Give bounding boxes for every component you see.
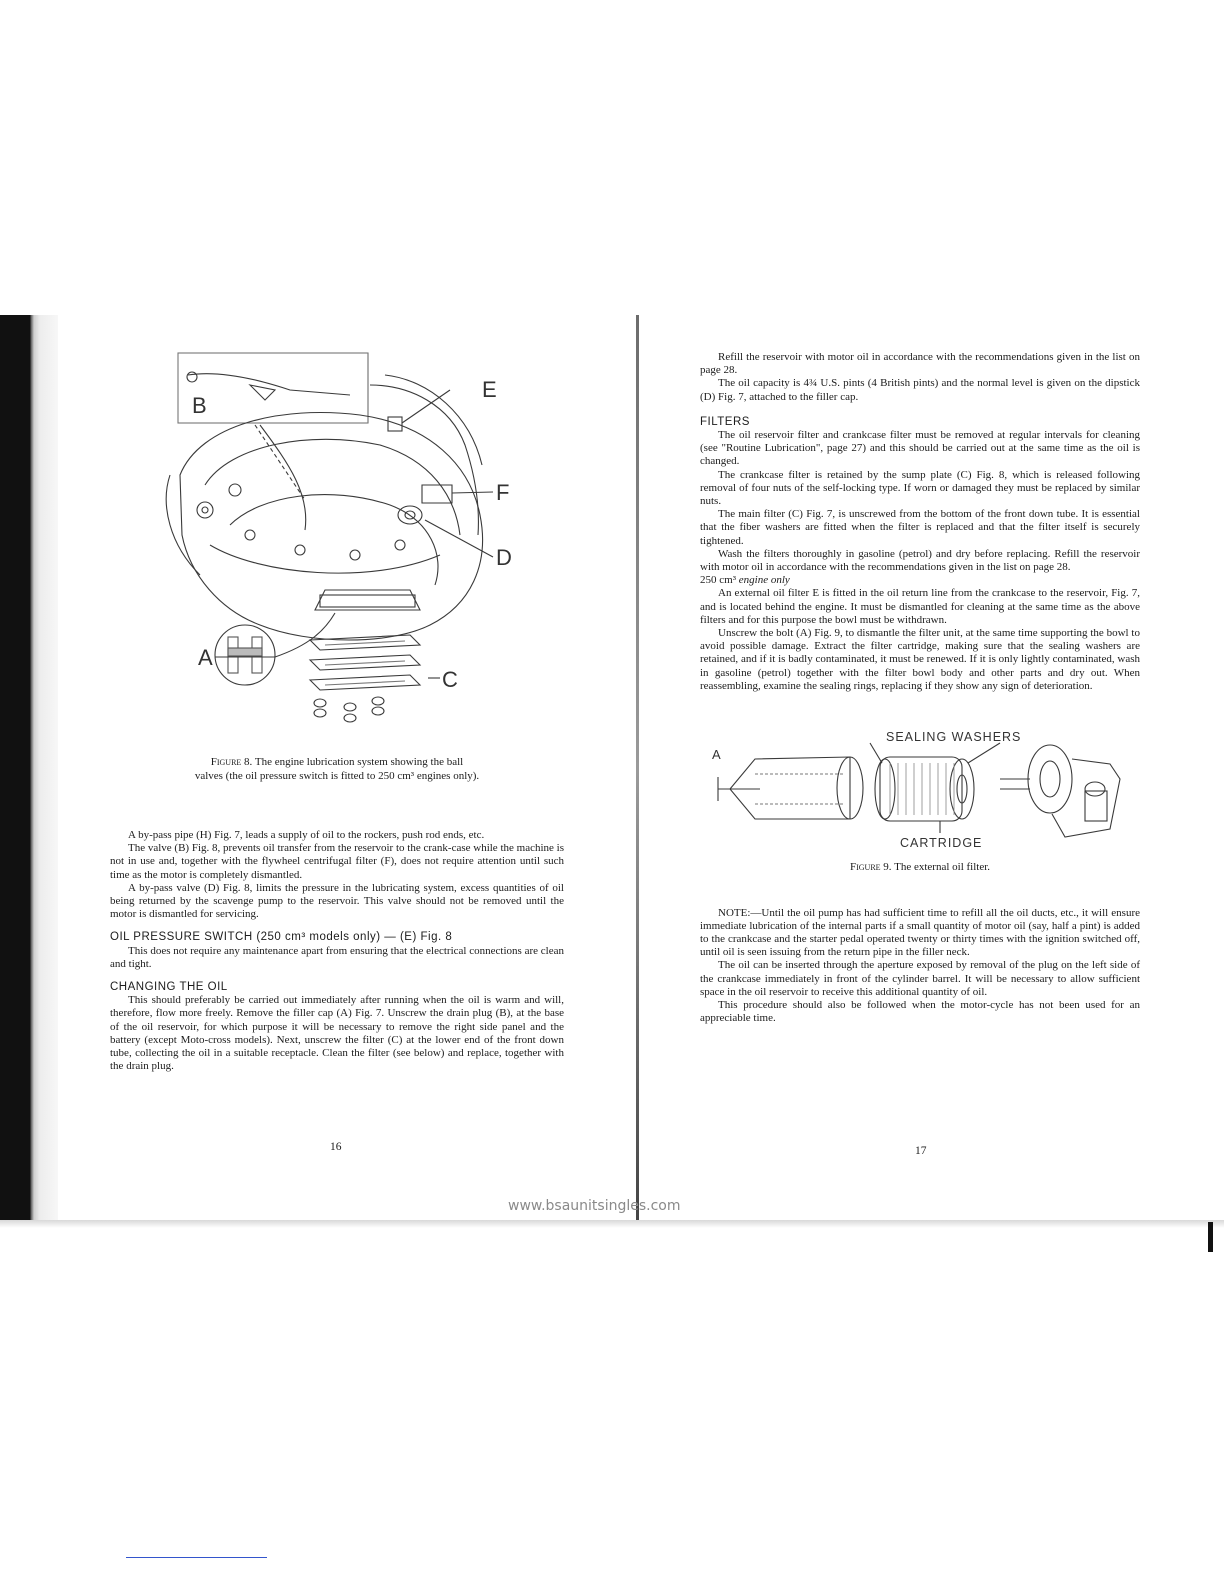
page-edge-shadow bbox=[0, 315, 58, 1223]
page-number-right: 17 bbox=[915, 1145, 927, 1157]
paragraph-external-filter-2: Unscrew the bolt (A) Fig. 9, to dismantle the filter unit, at the same time supporting the bowl to avoid possible damage. Extract the filter cartridge, making sure that the sealing washers are retained, and if it is badly contaminated, it must be renewed. If it is only lightly contaminated, wash in gasoline (petrol) together with the filter bowl body and other parts and dry out. When reassembling, examine the sealing rings, replacing if they show any sign of deterioration. bbox=[700, 627, 1140, 692]
paragraph-oil-capacity: The oil capacity is 4¾ U.S. pints (4 British pints) and the normal level is given on the dipstick (D) Fig. 7, attached to the filler cap. bbox=[700, 377, 1140, 403]
figure9-label-sealing-washers: SEALING WASHERS bbox=[886, 730, 1022, 745]
paragraph-filters-4: Wash the filters thoroughly in gasoline (petrol) and dry before replacing. Refill the reservoir with motor oil in accordance with the recommendations given in the list on page 28. bbox=[700, 547, 1140, 574]
left-page bbox=[110, 345, 564, 1073]
heading-filters: FILTERS bbox=[700, 415, 750, 428]
figure-9-caption-label: Figure 9. bbox=[849, 861, 892, 874]
paragraph-filters-3: The main filter (C) Fig. 7, is unscrewed from the bottom of the front down tube. It is essential that the fiber washers are fitted when the filter is replaced and that the filter itself is securely tightened. bbox=[700, 508, 1140, 547]
subheading-250-rest: engine only bbox=[738, 574, 790, 587]
figure-9-caption-text: The external oil filter. bbox=[894, 861, 991, 874]
figure-8-caption-line2: valves (the oil pressure switch is fitted to 250 cm³ engines only). bbox=[194, 769, 480, 782]
figure-8-engine-lubrication bbox=[110, 345, 564, 730]
figure-9-external-oil-filter bbox=[700, 719, 1140, 849]
bottom-link-underline bbox=[126, 1557, 267, 1558]
figure8-label-e: E bbox=[482, 377, 497, 402]
page-number-left: 16 bbox=[330, 1141, 342, 1153]
paragraph-filters-1: The oil reservoir filter and crankcase filter must be removed at regular intervals for cleaning (see "Routine Lubrication", page 27) and this should be carried out at the same time as the oil is changed. bbox=[700, 429, 1140, 468]
paragraph-note: NOTE:—Until the oil pump has had sufficient time to refill all the oil ducts, etc., it will ensure immediate lubrication of the internal parts if a small quantity of motor oil (say, half a pint) is added to the crankcase and the starter pedal operated twenty or thirty times with the ignition switched off, until oil is seen issuing from the return pipe in the filler neck. bbox=[700, 906, 1140, 959]
left-page-body bbox=[110, 829, 564, 1073]
paragraph-procedure: This procedure should also be followed when the motor-cycle has not been used for an appreciable time. bbox=[700, 999, 1140, 1025]
right-page bbox=[700, 351, 1140, 1025]
figure8-label-f: F bbox=[496, 480, 510, 505]
figure-9-caption bbox=[700, 861, 1140, 875]
bottom-shadow bbox=[0, 1220, 1224, 1228]
paragraph-oil-pressure-switch: This does not require any maintenance apart from ensuring that the electrical connections are clean and tight. bbox=[110, 944, 564, 970]
paragraph-aperture: The oil can be inserted through the aperture exposed by removal of the plug on the left side of the crankcase immediately in front of the cylinder barrel. It will be necessary to allow sufficient space in the oil reservoir to receive this additional quantity of oil. bbox=[700, 959, 1140, 998]
paragraph-bypass-pipe: A by-pass pipe (H) Fig. 7, leads a supply of oil to the rockers, push rod ends, etc. bbox=[128, 829, 485, 841]
paragraph-refill: Refill the reservoir with motor oil in accordance with the recommendations given in the list on page 28. bbox=[700, 351, 1140, 377]
figure-8-caption bbox=[110, 756, 564, 783]
paragraph-external-filter-1: An external oil filter E is fitted in the oil return line from the crankcase to the reservoir, Fig. 7, and is located behind the engine. It must be dismantled for cleaning at the same time as the above filters and for this purpose the bowl must be withdrawn. bbox=[700, 587, 1140, 626]
figure8-label-a: A bbox=[198, 645, 213, 670]
heading-oil-pressure-switch: OIL PRESSURE SWITCH (250 cm³ models only) — (E) Fig. 8 bbox=[110, 931, 453, 944]
footer-website-url[interactable]: www.bsaunitsingles.com bbox=[508, 1198, 681, 1214]
edge-mark bbox=[1208, 1222, 1213, 1252]
subheading-250-number: 250 cm³ bbox=[700, 574, 736, 587]
right-page-note bbox=[700, 907, 1140, 1026]
figure-8-caption-label: Figure 8. bbox=[210, 756, 253, 768]
paragraph-valve-b: The valve (B) Fig. 8, prevents oil transfer from the reservoir to the crank-case while the machine is not in use and, together with the flywheel centrifugal filter (F), does not require attention until such time as the motor is completely dismantled. bbox=[110, 842, 564, 881]
subheading-250-engine-only bbox=[700, 574, 1140, 587]
paragraph-filters-2: The crankcase filter is retained by the sump plate (C) Fig. 8, which is released following removal of four nuts of the self-locking type. If worn or damaged they must be replaced by similar nuts. bbox=[700, 468, 1140, 508]
figure8-label-b: B bbox=[192, 393, 207, 418]
figure9-label-a: A bbox=[712, 747, 721, 763]
figure-8-caption-line1: The engine lubrication system showing the ball bbox=[254, 756, 464, 768]
figure8-label-c: C bbox=[442, 667, 458, 692]
paragraph-valve-d: A by-pass valve (D) Fig. 8, limits the pressure in the lubricating system, excess quantities of oil being returned by the scavenge pump to the reservoir. This valve should not be removed until the motor is dismantled for servicing. bbox=[110, 881, 564, 921]
paragraph-changing-the-oil: This should preferably be carried out immediately after running when the oil is warm and will, therefore, flow more freely. Remove the filler cap (A) Fig. 7. Unscrew the drain plug (B), at the base of the oil reservoir, for which purpose it will be necessary to remove the right side panel and the battery (except Moto-cross models). Next, unscrew the filter (C) at the lower end of the front down tube, collecting the oil in a suitable receptacle. Clean the filter (see below) and replace, together with the drain plug. bbox=[110, 994, 564, 1073]
figure9-label-cartridge: CARTRIDGE bbox=[900, 836, 983, 850]
book-gutter bbox=[636, 315, 639, 1223]
figure8-label-d: D bbox=[496, 545, 512, 570]
heading-changing-the-oil: CHANGING THE OIL bbox=[110, 981, 228, 994]
